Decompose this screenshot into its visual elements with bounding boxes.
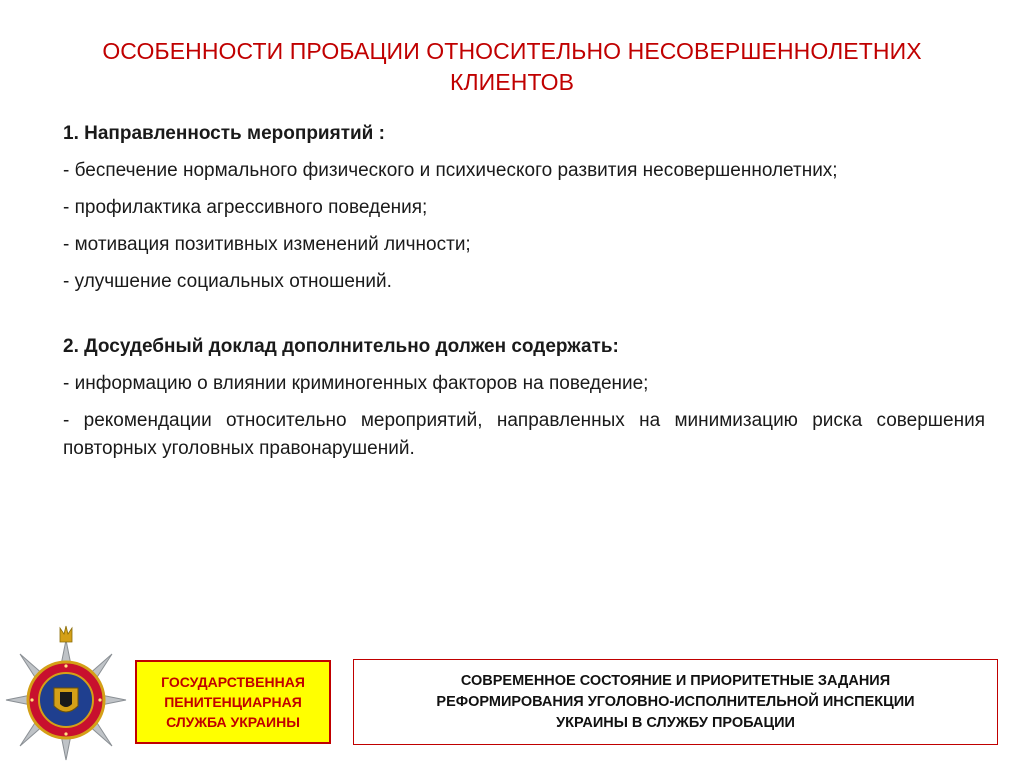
presentation-caption-box — [353, 659, 998, 745]
section-1-item: - беспечение нормального физического и психического развития несовершеннолетних; — [63, 160, 838, 181]
organization-name-line: СЛУЖБА УКРАИНЫ — [166, 714, 300, 730]
organization-name-line: ПЕНИТЕНЦИАРНАЯ — [164, 694, 302, 710]
section-1-item: - профилактика агрессивного поведения; — [63, 197, 428, 218]
caption-line: РЕФОРМИРОВАНИЯ УГОЛОВНО-ИСПОЛНИТЕЛЬНОЙ ИНСПЕКЦИИ — [436, 693, 915, 710]
organization-name-line: ГОСУДАРСТВЕННАЯ — [161, 674, 305, 690]
section-1-heading: 1. Направленность мероприятий : — [63, 123, 385, 144]
section-2-item: - рекомендации относительно мероприятий, направленных на минимизацию риска совершения повторных уголовных правонарушений. — [63, 410, 985, 459]
section-2-heading: 2. Досудебный доклад дополнительно должен содержать: — [63, 336, 619, 357]
organization-name-box — [135, 660, 331, 744]
section-spacer — [63, 305, 985, 333]
caption-line: СОВРЕМЕННОЕ СОСТОЯНИЕ И ПРИОРИТЕТНЫЕ ЗАДАНИЯ — [460, 672, 891, 689]
penitentiary-service-emblem-icon — [2, 620, 130, 766]
section-1-item: - улучшение социальных отношений. — [63, 271, 392, 292]
caption-line: УКРАИНЫ В СЛУЖБУ ПРОБАЦИИ — [556, 714, 795, 731]
slide-content — [63, 120, 985, 472]
section-2-item: - информацию о влиянии криминогенных факторов на поведение; — [63, 373, 649, 394]
section-1-item: - мотивация позитивных изменений личности; — [63, 234, 471, 255]
slide-title: ОСОБЕННОСТИ ПРОБАЦИИ ОТНОСИТЕЛЬНО НЕСОВЕРШЕННОЛЕТНИХ КЛИЕНТОВ — [102, 38, 922, 95]
